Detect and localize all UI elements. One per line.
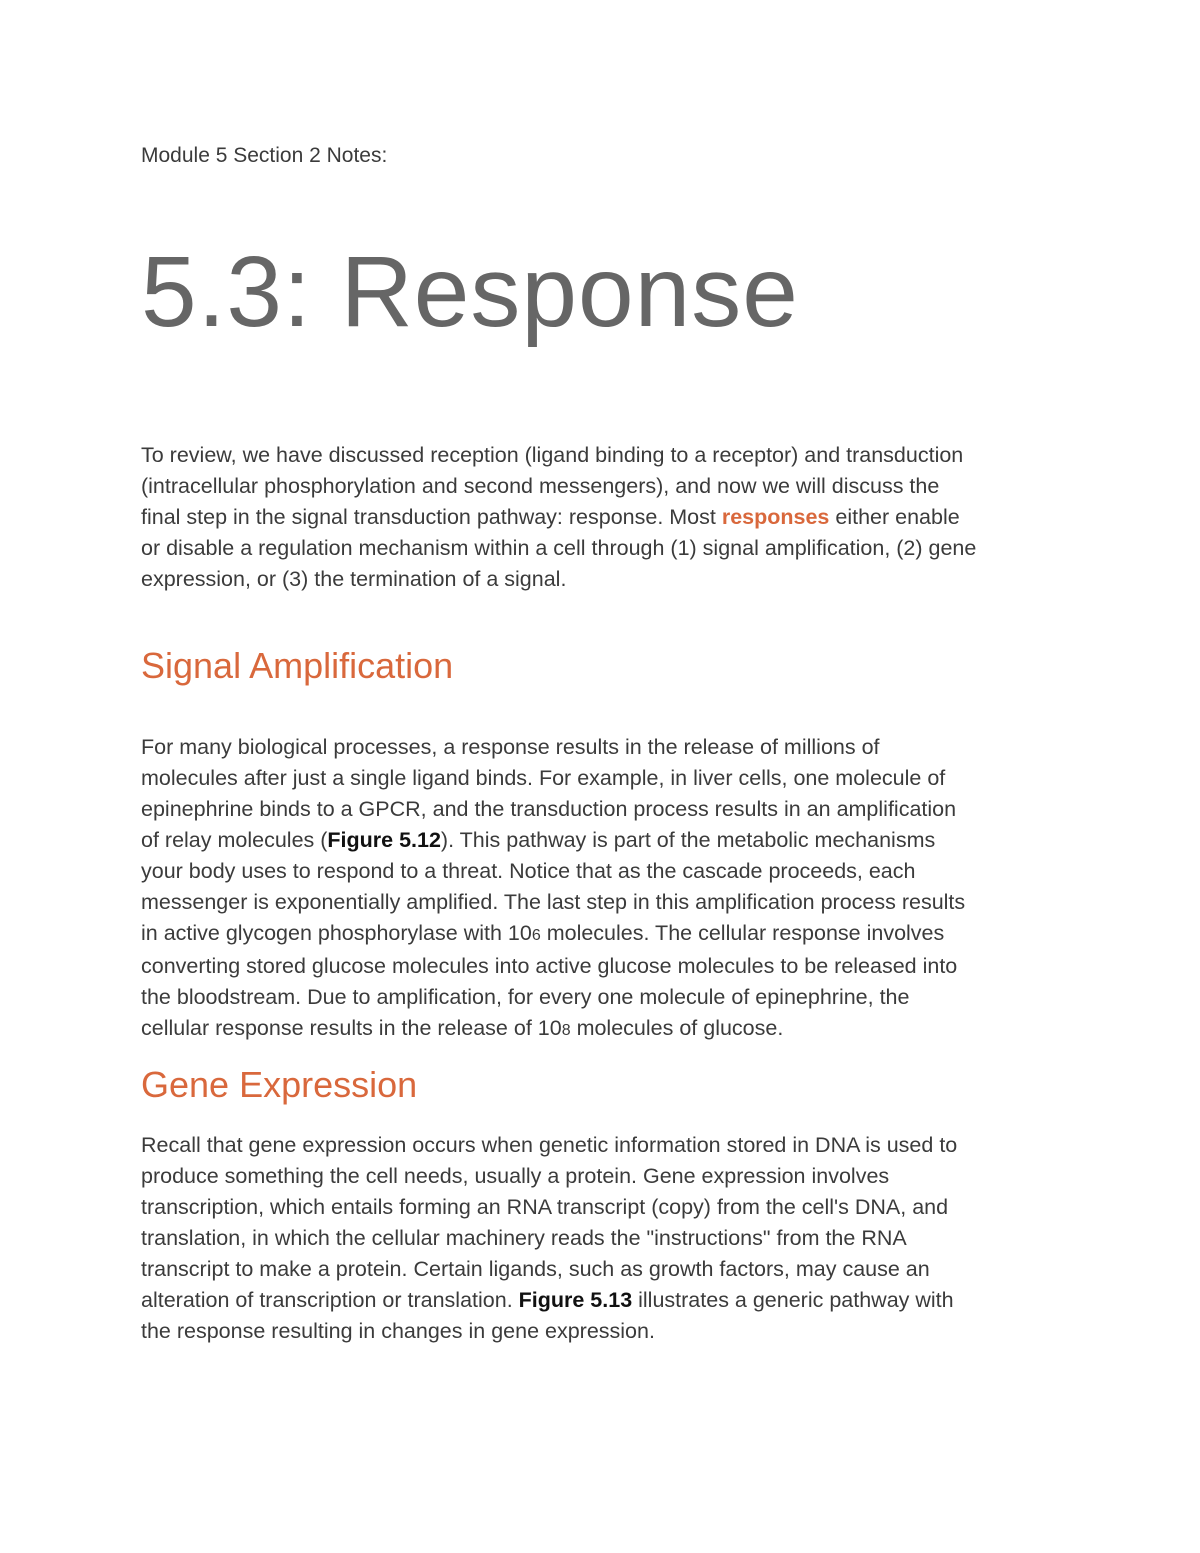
gene-expression-paragraph [141,1130,1071,1347]
text-line: transcription, which entails forming an RNA transcript (copy) from the cell's DNA, and [141,1195,949,1219]
text-line [141,1285,1071,1316]
text-line: the response resulting in changes in gene expression. [141,1319,655,1343]
text-line: For many biological processes, a response results in the release of millions of [141,735,880,759]
text-line: converting stored glucose molecules into active glucose molecules to be released into [141,954,958,978]
text-line: (intracellular phosphorylation and second messengers), and now we will discuss the [141,474,940,498]
text-line: your body uses to respond to a threat. Notice that as the cascade proceeds, each [141,859,916,883]
key-term-responses[interactable]: responses [721,505,830,529]
text-line [141,502,1071,533]
exponent: 6 [531,927,541,944]
text-line [141,1013,1071,1046]
text-segment: alteration of transcription or translation. [141,1288,519,1312]
text-segment: ). This pathway is part of the metabolic mechanisms [440,828,936,852]
text-line: transcript to make a protein. Certain ligands, such as growth factors, may cause an [141,1257,930,1281]
text-line [141,918,1071,951]
signal-amplification-paragraph [141,732,1071,1046]
figure-reference[interactable]: Figure 5.12 [327,828,441,852]
text-segment: of relay molecules ( [141,828,328,852]
text-line: Recall that gene expression occurs when genetic information stored in DNA is used to [141,1133,958,1157]
text-line: the bloodstream. Due to amplification, for every one molecule of epinephrine, the [141,985,910,1009]
text-segment: either enable [829,505,960,529]
text-line: molecules after just a single ligand binds. For example, in liver cells, one molecule of [141,766,946,790]
text-segment: final step in the signal transduction pathway: response. Most [141,505,722,529]
text-line: To review, we have discussed reception (ligand binding to a receptor) and transduction [141,443,964,467]
text-line: expression, or (3) the termination of a signal. [141,567,567,591]
page-title: 5.3: Response [141,236,799,348]
text-segment: in active glycogen phosphorylase with 10 [141,921,532,945]
text-line: epinephrine binds to a GPCR, and the transduction process results in an amplification [141,797,957,821]
exponent: 8 [561,1022,571,1039]
section-heading-signal-amplification: Signal Amplification [141,645,454,686]
text-segment: cellular response results in the release of 10 [141,1016,562,1040]
section-heading-gene-expression: Gene Expression [141,1064,418,1105]
text-line: messenger is exponentially amplified. The last step in this amplification process results [141,890,966,914]
module-label: Module 5 Section 2 Notes: [141,144,388,167]
text-line: produce something the cell needs, usually a protein. Gene expression involves [141,1164,890,1188]
text-line: or disable a regulation mechanism within a cell through (1) signal amplification, (2) gene [141,536,977,560]
figure-reference[interactable]: Figure 5.13 [518,1288,633,1312]
text-segment: molecules. The cellular response involves [540,921,945,945]
text-segment: illustrates a generic pathway with [632,1288,954,1312]
intro-paragraph [141,440,1071,595]
text-segment: molecules of glucose. [570,1016,784,1040]
text-line: translation, in which the cellular machinery reads the "instructions" from the RNA [141,1226,907,1250]
text-line [141,825,1071,856]
